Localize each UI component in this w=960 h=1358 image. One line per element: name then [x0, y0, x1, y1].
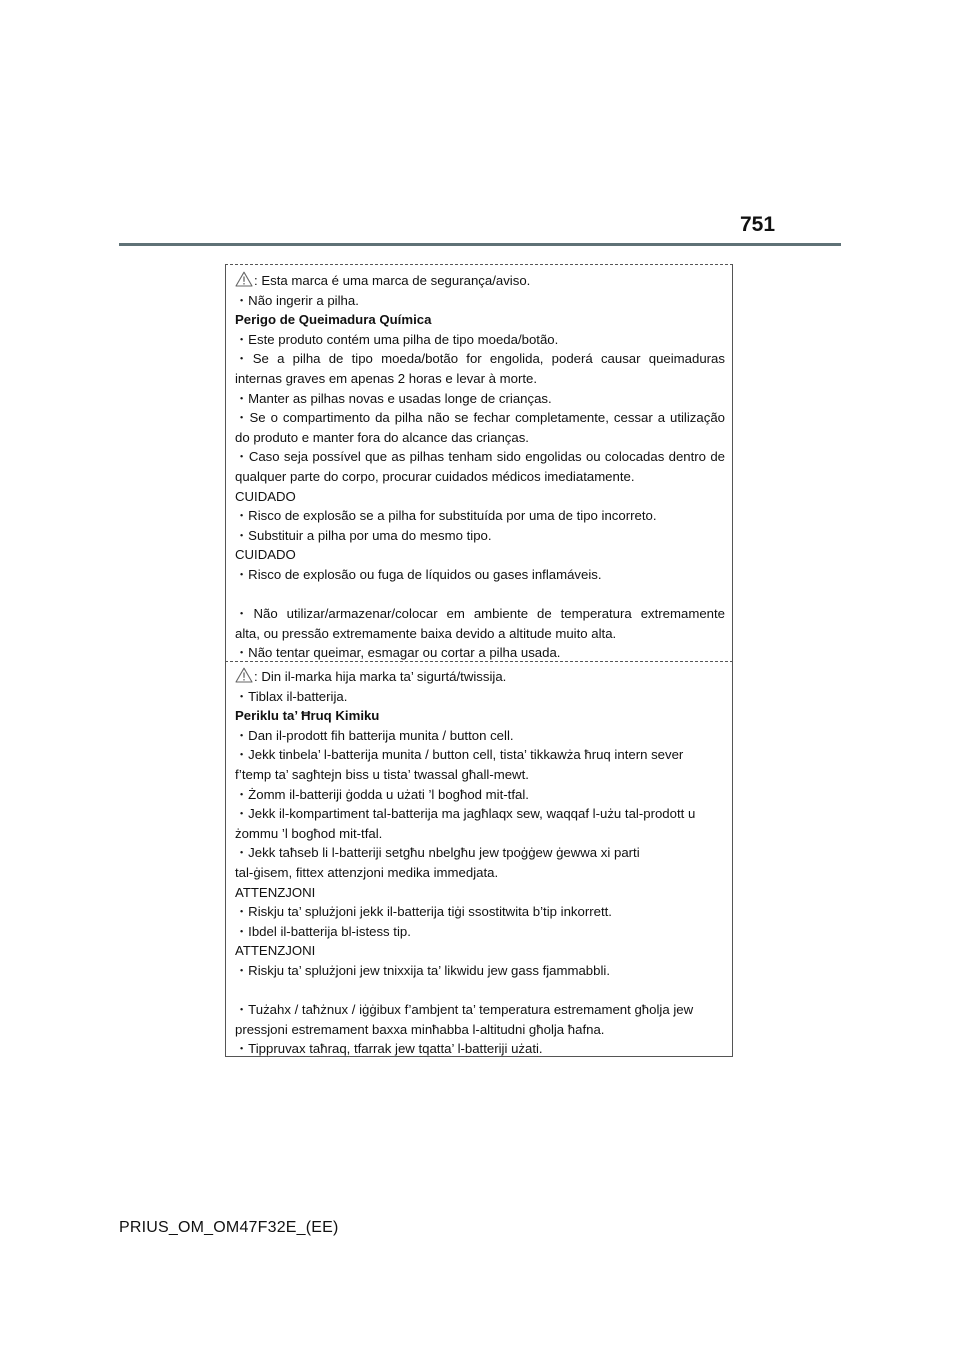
text-line: ・Riskju ta’ splużjoni jew tnixxija ta’ likwidu jew gass fjammabbli. — [235, 962, 610, 978]
page-number: 751 — [740, 213, 776, 236]
warning-box-maltese — [225, 661, 733, 1057]
warning-mark-line — [235, 271, 725, 291]
text-line: ATTENZJONI — [235, 943, 316, 959]
text-line: ・Não utilizar/armazenar/colocar em ambiente de temperatura extremamente — [235, 606, 725, 622]
text-line: ・Jekk tinbela’ l-batterija munita / button cell, tista’ tikkawża ħruq intern sever — [235, 747, 684, 763]
blank-line — [235, 981, 725, 1001]
warning-mark-text: : Esta marca é uma marca de segurança/aviso. — [254, 273, 531, 288]
blank-line — [235, 585, 725, 605]
header-rule — [119, 243, 841, 246]
text-line: do produto e manter fora do alcance das crianças. — [235, 429, 529, 445]
text-line: pressjoni estremament baxxa minħabba l-altitudni għolja ħafna. — [235, 1021, 605, 1037]
text-line: f’temp ta’ sagħtejn biss u tista’ twassal għall-mewt. — [235, 766, 529, 782]
text-line: CUIDADO — [235, 488, 296, 504]
text-line: ・Não tentar queimar, esmagar ou cortar a pilha usada. — [235, 645, 561, 661]
text-line: ・Substituir a pilha por uma do mesmo tipo. — [235, 527, 492, 543]
warning-mark-text: : Din il-marka hija marka ta’ sigurtá/twissija. — [254, 669, 507, 684]
warning-box-portuguese — [225, 264, 733, 661]
document-code-footer: PRIUS_OM_OM47F32E_(EE) — [119, 1219, 339, 1236]
text-line: ・Riskju ta’ splużjoni jekk il-batterija tiġi ssostitwita b’tip inkorrett. — [235, 904, 612, 920]
text-line: ・Caso seja possível que as pilhas tenham sido engolidas ou colocadas dentro de — [235, 449, 725, 465]
text-line: ・Jekk il-kompartiment tal-batterija ma jagħlaqx sew, waqqaf l-użu tal-prodott u — [235, 806, 696, 822]
text-line: ・Este produto contém uma pilha de tipo moeda/botão. — [235, 331, 559, 347]
warning-mark-line — [235, 667, 725, 687]
text-line: ・Se a pilha de tipo moeda/botão for engolida, poderá causar queimaduras — [235, 351, 725, 367]
text-line: internas graves em apenas 2 horas e levar à morte. — [235, 370, 538, 386]
text-line: ・Tiblax il-batterija. — [235, 688, 348, 704]
text-line: ・Tippruvax taħraq, tfarrak jew tqatta’ l-batteriji użati. — [235, 1041, 543, 1057]
text-line: ・Manter as pilhas novas e usadas longe de crianças. — [235, 390, 552, 406]
text-line: ・Se o compartimento da pilha não se fechar completamente, cessar a utilização — [235, 410, 725, 426]
warning-triangle-icon — [235, 271, 253, 287]
text-line: ・Ibdel il-batterija bl-istess tip. — [235, 923, 411, 939]
text-line: ・Risco de explosão se a pilha for substituída por uma de tipo incorreto. — [235, 508, 657, 524]
section-heading: Perigo de Queimadura Química — [235, 312, 432, 328]
text-line: CUIDADO — [235, 547, 296, 563]
text-line: ・Dan il-prodott fih batterija munita / button cell. — [235, 727, 514, 743]
warning-triangle-icon — [235, 667, 253, 683]
text-line: ・Risco de explosão ou fuga de líquidos ou gases inflamáveis. — [235, 566, 602, 582]
text-line: ・Jekk taħseb li l-batteriji setgħu nbelgħu jew tpoġġew ġewwa xi parti — [235, 845, 640, 861]
text-line: alta, ou pressão extremamente baixa devido a altitude muito alta. — [235, 625, 617, 641]
text-line: żommu ’l bogħod mit-tfal. — [235, 825, 383, 841]
text-line: qualquer parte do corpo, procurar cuidados médicos imediatamente. — [235, 468, 635, 484]
section-heading: Periklu ta’ Ħruq Kimiku — [235, 708, 380, 724]
text-line: tal-ġisem, fittex attenzjoni medika immedjata. — [235, 864, 499, 880]
text-line: ・Não ingerir a pilha. — [235, 292, 359, 308]
text-line: ATTENZJONI — [235, 884, 316, 900]
text-line: ・Żomm il-batteriji ġodda u użati ’l bogħod mit-tfal. — [235, 786, 529, 802]
text-line: ・Tużahx / taħżnux / iġġibux f’ambjent ta’ temperatura estremament għolja jew — [235, 1002, 694, 1018]
